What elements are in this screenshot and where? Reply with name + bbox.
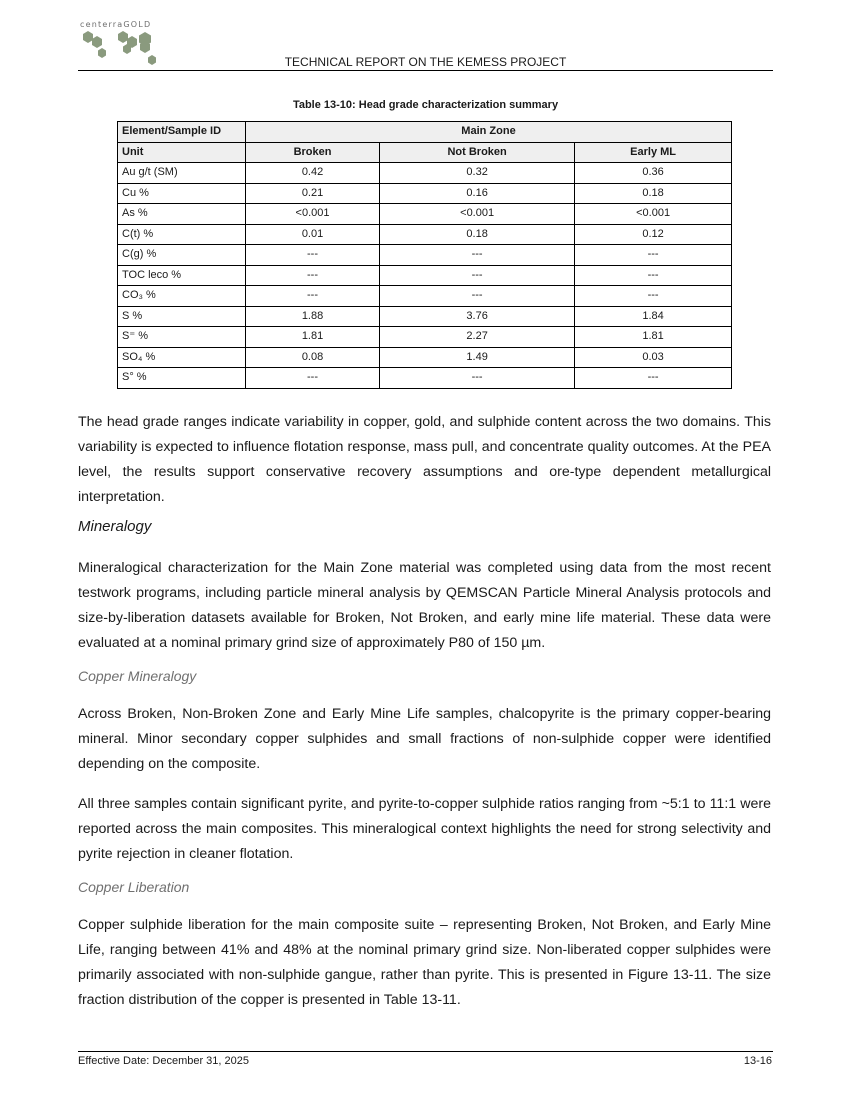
table-row — [118, 265, 732, 286]
cell-not-broken: 0.16 — [380, 183, 575, 204]
cell-not-broken: --- — [380, 368, 575, 389]
cell-not-broken: 0.32 — [380, 163, 575, 184]
table-row — [118, 347, 732, 368]
logo-wordmark: centerraGOLD — [80, 20, 152, 29]
row-label: C(t) % — [118, 224, 246, 245]
row-label: Au g/t (SM) — [118, 163, 246, 184]
paragraph-copper-liberation: Copper sulphide liberation for the main composite suite – representing Broken, Not Broken, and Early Mine Life, ranging between 41% and 48% at the nominal primary grind size. Non-liberated copper sulphides were primarily associated with non-sulphide gangue, rather than pyrite. This is presented in Figure 13-11. The size fraction distribution of the copper is presented in Table 13-11. — [78, 917, 771, 1008]
table-caption: Table 13-10: Head grade characterization summary — [292, 99, 559, 111]
subheading-copper-liberation: Copper Liberation — [78, 879, 190, 895]
cell-not-broken: --- — [380, 245, 575, 266]
cell-not-broken: 2.27 — [380, 327, 575, 348]
cell-broken: 1.88 — [246, 306, 380, 327]
table-header-row — [118, 122, 732, 143]
cell-not-broken: 1.49 — [380, 347, 575, 368]
heading-mineralogy: Mineralogy — [78, 518, 152, 535]
cell-early-ml: --- — [575, 368, 732, 389]
row-label: S⁼ % — [118, 327, 246, 348]
cell-broken: --- — [246, 286, 380, 307]
cell-early-ml: <0.001 — [575, 204, 732, 225]
header-element-sample-id: Element/Sample ID — [118, 122, 246, 143]
cell-broken: --- — [246, 245, 380, 266]
cell-early-ml: 0.36 — [575, 163, 732, 184]
row-label: SO₄ % — [118, 347, 246, 368]
page-number: 13-16 — [743, 1055, 772, 1067]
paragraph-chalcopyrite: Across Broken, Non-Broken Zone and Early Mine Life samples, chalcopyrite is the primary copper-bearing mineral. Minor secondary copper sulphides and small fractions of non-sulphide copper were identified depending on the composite. — [78, 706, 771, 772]
table-subheader-row — [118, 142, 732, 163]
cell-early-ml: --- — [575, 265, 732, 286]
table-row — [118, 327, 732, 348]
row-label: TOC leco % — [118, 265, 246, 286]
effective-date: Effective Date: December 31, 2025 — [78, 1055, 250, 1067]
row-label: CO₃ % — [118, 286, 246, 307]
table-row — [118, 245, 732, 266]
cell-early-ml: --- — [575, 245, 732, 266]
cell-early-ml: --- — [575, 286, 732, 307]
table-row — [118, 368, 732, 389]
table-row — [118, 224, 732, 245]
header-broken: Broken — [246, 142, 380, 163]
row-label: C(g) % — [118, 245, 246, 266]
cell-early-ml: 0.03 — [575, 347, 732, 368]
paragraph-pyrite-ratios: All three samples contain significant pyrite, and pyrite-to-copper sulphide ratios ranging from ~5:1 to 11:1 were reported across the main composites. This mineralogical context highlights the need for strong selectivity and pyrite rejection in cleaner flotation. — [78, 796, 771, 862]
table-row — [118, 163, 732, 184]
cell-not-broken: --- — [380, 265, 575, 286]
table-row — [118, 306, 732, 327]
subheading-copper-mineralogy: Copper Mineralogy — [78, 668, 197, 684]
report-title: TECHNICAL REPORT ON THE KEMESS PROJECT — [284, 55, 567, 69]
header-unit: Unit — [118, 142, 246, 163]
cell-broken: <0.001 — [246, 204, 380, 225]
table-row — [118, 286, 732, 307]
table-row — [118, 204, 732, 225]
header-not-broken: Not Broken — [380, 142, 575, 163]
header-early-ml: Early ML — [575, 142, 732, 163]
header-main-zone: Main Zone — [246, 122, 732, 143]
head-grade-table — [117, 121, 732, 389]
cell-early-ml: 1.81 — [575, 327, 732, 348]
table-row — [118, 183, 732, 204]
cell-broken: 1.81 — [246, 327, 380, 348]
cell-broken: --- — [246, 265, 380, 286]
paragraph-mineralogical-characterization: Mineralogical characterization for the Main Zone material was completed using data from the most recent testwork programs, including particle mineral analysis by QEMSCAN Particle Mineral Analysis protocols and size-by-liberation datasets available for Broken, Not Broken, and early mine life material. These data were evaluated at a nominal primary grind size of approximately P80 of 150 µm. — [78, 560, 771, 651]
cell-early-ml: 1.84 — [575, 306, 732, 327]
row-label: As % — [118, 204, 246, 225]
row-label: S° % — [118, 368, 246, 389]
cell-broken: 0.01 — [246, 224, 380, 245]
cell-not-broken: 0.18 — [380, 224, 575, 245]
cell-broken: 0.21 — [246, 183, 380, 204]
cell-early-ml: 0.12 — [575, 224, 732, 245]
cell-not-broken: <0.001 — [380, 204, 575, 225]
cell-not-broken: --- — [380, 286, 575, 307]
cell-early-ml: 0.18 — [575, 183, 732, 204]
cell-broken: 0.42 — [246, 163, 380, 184]
row-label: Cu % — [118, 183, 246, 204]
header-divider — [78, 70, 773, 71]
cell-broken: --- — [246, 368, 380, 389]
paragraph-head-grade-variability: The head grade ranges indicate variability in copper, gold, and sulphide content across the two domains. This variability is expected to influence flotation response, mass pull, and concentrate quality outcomes. At the PEA level, the results support conservative recovery assumptions and ore-type dependent metallurgical interpretation. — [78, 414, 771, 505]
footer-divider — [78, 1051, 773, 1052]
cell-not-broken: 3.76 — [380, 306, 575, 327]
row-label: S % — [118, 306, 246, 327]
cell-broken: 0.08 — [246, 347, 380, 368]
